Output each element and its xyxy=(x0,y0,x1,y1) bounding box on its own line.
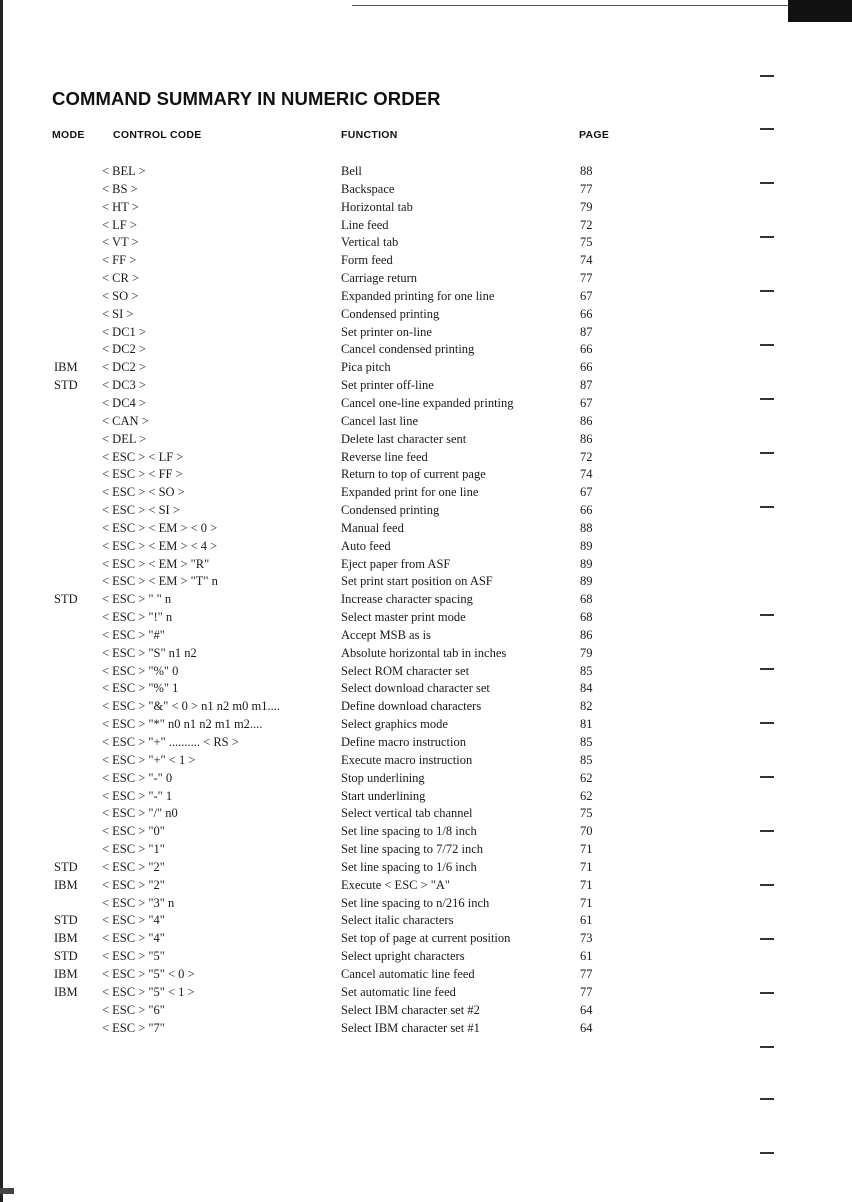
page-cell: 89 xyxy=(580,538,593,553)
margin-tick xyxy=(760,1098,774,1100)
mode-cell: STD xyxy=(54,949,78,964)
function-cell: Auto feed xyxy=(341,538,391,553)
column-header-function: FUNCTION xyxy=(341,129,398,141)
page-cell: 77 xyxy=(580,966,593,981)
function-cell: Start underlining xyxy=(341,788,426,803)
function-cell: Set line spacing to 1/8 inch xyxy=(341,824,477,839)
page-cell: 61 xyxy=(580,949,593,964)
function-cell: Expanded print for one line xyxy=(341,485,479,500)
table-row xyxy=(0,948,852,966)
function-cell: Form feed xyxy=(341,253,393,268)
table-row xyxy=(0,591,852,609)
page-cell: 67 xyxy=(580,485,593,500)
table-row xyxy=(0,984,852,1002)
function-cell: Expanded printing for one line xyxy=(341,288,495,303)
page-title: COMMAND SUMMARY IN NUMERIC ORDER xyxy=(52,88,441,109)
control-code-cell: < ESC > "%" 1 xyxy=(102,681,179,696)
mode-cell: IBM xyxy=(54,984,78,999)
function-cell: Delete last character sent xyxy=(341,431,467,446)
table-row xyxy=(0,573,852,591)
mode-cell: STD xyxy=(54,378,78,393)
table-row xyxy=(0,752,852,770)
page-cell: 89 xyxy=(580,556,593,571)
page-cell: 67 xyxy=(580,288,593,303)
page-cell: 66 xyxy=(580,306,593,321)
table-row xyxy=(0,788,852,806)
function-cell: Select graphics mode xyxy=(341,717,448,732)
control-code-cell: < BEL > xyxy=(102,164,146,178)
table-row xyxy=(0,556,852,574)
control-code-cell: < ESC > " " n xyxy=(102,592,172,607)
table-row xyxy=(0,234,852,252)
function-cell: Cancel one-line expanded printing xyxy=(341,395,514,410)
control-code-cell: < ESC > "#" xyxy=(102,627,165,642)
page-cell: 85 xyxy=(580,752,593,767)
function-cell: Set printer off-line xyxy=(341,378,434,393)
table-row xyxy=(0,805,852,823)
control-code-cell: < ESC > "2" xyxy=(102,877,165,892)
function-cell: Set top of page at current position xyxy=(341,931,511,946)
function-cell: Set line spacing to 1/6 inch xyxy=(341,859,477,874)
page-cell: 61 xyxy=(580,913,593,928)
table-row xyxy=(0,859,852,877)
function-cell: Select upright characters xyxy=(341,949,465,964)
function-cell: Absolute horizontal tab in inches xyxy=(341,645,507,660)
control-code-cell: < ESC > "-" 1 xyxy=(102,788,173,803)
table-row xyxy=(0,538,852,556)
scan-rule-top xyxy=(352,5,788,6)
function-cell: Set print start position on ASF xyxy=(341,574,493,589)
function-cell: Backspace xyxy=(341,181,395,196)
control-code-cell: < LF > xyxy=(102,217,137,232)
function-cell: Execute macro instruction xyxy=(341,752,473,767)
function-cell: Horizontal tab xyxy=(341,199,413,214)
page-cell: 62 xyxy=(580,770,593,785)
page-cell: 71 xyxy=(580,895,593,910)
page-cell: 79 xyxy=(580,645,593,660)
control-code-cell: < ESC > "7" xyxy=(102,1020,165,1035)
table-row xyxy=(0,698,852,716)
table-row xyxy=(0,449,852,467)
control-code-cell: < ESC > < SI > xyxy=(102,503,180,518)
control-code-cell: < ESC > "-" 0 xyxy=(102,770,173,785)
control-code-cell: < DC2 > xyxy=(102,342,146,357)
page-cell: 75 xyxy=(580,235,593,250)
control-code-cell: < CAN > xyxy=(102,413,149,428)
function-cell: Carriage return xyxy=(341,271,418,286)
control-code-cell: < ESC > "+" .......... < RS > xyxy=(102,735,239,749)
function-cell: Increase character spacing xyxy=(341,592,473,607)
table-row xyxy=(0,431,852,449)
table-row xyxy=(0,645,852,663)
page-cell: 67 xyxy=(580,395,593,410)
page-cell: 66 xyxy=(580,503,593,518)
table-row xyxy=(0,306,852,324)
page-cell: 71 xyxy=(580,859,593,874)
control-code-cell: < ESC > "%" 0 xyxy=(102,663,179,678)
control-code-cell: < ESC > < EM > < 4 > xyxy=(102,538,218,553)
page-cell: 77 xyxy=(580,181,593,196)
page-cell: 86 xyxy=(580,431,593,446)
function-cell: Reverse line feed xyxy=(341,449,428,464)
table-row xyxy=(0,966,852,984)
control-code-cell: < ESC > "5" < 1 > xyxy=(102,984,195,999)
page-cell: 82 xyxy=(580,699,593,714)
table-row xyxy=(0,770,852,788)
function-cell: Manual feed xyxy=(341,520,404,535)
control-code-cell: < ESC > "/" n0 xyxy=(102,806,178,821)
margin-tick xyxy=(760,1046,774,1048)
page-cell: 64 xyxy=(580,1002,593,1017)
page-cell: 77 xyxy=(580,984,593,999)
table-row xyxy=(0,823,852,841)
mode-cell: STD xyxy=(54,859,78,874)
table-row xyxy=(0,1020,852,1038)
control-code-cell: < CR > xyxy=(102,271,140,286)
page-cell: 84 xyxy=(580,681,593,696)
function-cell: Set line spacing to n/216 inch xyxy=(341,895,490,910)
table-row xyxy=(0,341,852,359)
table-row xyxy=(0,734,852,752)
table-row xyxy=(0,270,852,288)
mode-cell: IBM xyxy=(54,931,78,946)
control-code-cell: < ESC > < EM > "R" xyxy=(102,556,210,571)
page-cell: 79 xyxy=(580,199,593,214)
function-cell: Line feed xyxy=(341,217,389,232)
table-row xyxy=(0,895,852,913)
page-cell: 88 xyxy=(580,520,593,535)
page-cell: 86 xyxy=(580,627,593,642)
function-cell: Select IBM character set #1 xyxy=(341,1020,480,1035)
page-cell: 86 xyxy=(580,413,593,428)
page-cell: 72 xyxy=(580,449,593,464)
mode-cell: STD xyxy=(54,592,78,607)
control-code-cell: < ESC > "!" n xyxy=(102,610,173,625)
function-cell: Condensed printing xyxy=(341,503,440,518)
function-cell: Set printer on-line xyxy=(341,324,432,339)
table-row xyxy=(0,217,852,235)
column-header-page: PAGE xyxy=(579,129,610,141)
control-code-cell: < FF > xyxy=(102,253,137,268)
margin-tick xyxy=(760,128,774,130)
mode-cell: STD xyxy=(54,913,78,928)
control-code-cell: < ESC > "S" n1 n2 xyxy=(102,645,197,660)
function-cell: Eject paper from ASF xyxy=(341,556,451,571)
control-code-cell: < ESC > "5" < 0 > xyxy=(102,966,195,981)
page-cell: 71 xyxy=(580,877,593,892)
control-code-cell: < ESC > < EM > < 0 > xyxy=(102,520,218,535)
function-cell: Stop underlining xyxy=(341,770,425,785)
mode-cell: IBM xyxy=(54,360,78,375)
control-code-cell: < ESC > "*" n0 n1 n2 m1 m2.... xyxy=(102,717,263,732)
function-cell: Define download characters xyxy=(341,699,482,714)
control-code-cell: < BS > xyxy=(102,181,138,196)
table-row xyxy=(0,199,852,217)
function-cell: Cancel condensed printing xyxy=(341,342,475,357)
function-cell: Select master print mode xyxy=(341,610,466,625)
page-cell: 75 xyxy=(580,806,593,821)
control-code-cell: < ESC > < FF > xyxy=(102,467,183,482)
function-cell: Select ROM character set xyxy=(341,663,470,678)
table-row xyxy=(0,877,852,895)
page-cell: 64 xyxy=(580,1020,593,1035)
table-row xyxy=(0,288,852,306)
control-code-cell: < ESC > "5" xyxy=(102,949,165,964)
page-cell: 71 xyxy=(580,842,593,857)
table-row xyxy=(0,680,852,698)
control-code-cell: < ESC > "4" xyxy=(102,913,165,928)
function-cell: Define macro instruction xyxy=(341,735,466,749)
table-row xyxy=(0,520,852,538)
page-cell: 74 xyxy=(580,253,593,268)
control-code-cell: < ESC > "6" xyxy=(102,1002,165,1017)
control-code-cell: < DC3 > xyxy=(102,378,146,393)
table-row xyxy=(0,163,852,181)
page-cell: 89 xyxy=(580,574,593,589)
control-code-cell: < ESC > "4" xyxy=(102,931,165,946)
control-code-cell: < SI > xyxy=(102,306,134,321)
control-code-cell: < DC1 > xyxy=(102,324,146,339)
page-cell: 68 xyxy=(580,592,593,607)
table-row xyxy=(0,502,852,520)
table-row xyxy=(0,359,852,377)
page-cell: 68 xyxy=(580,610,593,625)
margin-tick xyxy=(760,75,774,77)
function-cell: Set line spacing to 7/72 inch xyxy=(341,842,483,857)
mode-cell: IBM xyxy=(54,966,78,981)
table-row xyxy=(0,395,852,413)
page-cell: 87 xyxy=(580,324,593,339)
function-cell: Cancel last line xyxy=(341,413,419,428)
function-cell: Bell xyxy=(341,164,362,178)
page-cell: 70 xyxy=(580,824,593,839)
page-cell: 85 xyxy=(580,663,593,678)
function-cell: Return to top of current page xyxy=(341,467,486,482)
mode-cell: IBM xyxy=(54,877,78,892)
page-cell: 88 xyxy=(580,164,593,178)
page-cell: 62 xyxy=(580,788,593,803)
page-cell: 74 xyxy=(580,467,593,482)
control-code-cell: < ESC > "+" < 1 > xyxy=(102,752,196,767)
table-row xyxy=(0,1002,852,1020)
page-cell: 87 xyxy=(580,378,593,393)
function-cell: Select vertical tab channel xyxy=(341,806,473,821)
table-row xyxy=(0,377,852,395)
function-cell: Cancel automatic line feed xyxy=(341,966,475,981)
scan-blot-bottom-left xyxy=(0,1188,14,1194)
control-code-cell: < DEL > xyxy=(102,431,147,446)
function-cell: Condensed printing xyxy=(341,306,440,321)
page-cell: 73 xyxy=(580,931,593,946)
function-cell: Select download character set xyxy=(341,681,490,696)
page-cell: 77 xyxy=(580,271,593,286)
page-cell: 85 xyxy=(580,735,593,749)
control-code-cell: < ESC > "3" n xyxy=(102,895,175,910)
control-code-cell: < ESC > < EM > "T" n xyxy=(102,574,218,589)
column-header-control-code: CONTROL CODE xyxy=(113,129,202,141)
page-cell: 66 xyxy=(580,360,593,375)
page-cell: 72 xyxy=(580,217,593,232)
table-row xyxy=(0,841,852,859)
column-header-mode: MODE xyxy=(52,129,85,141)
control-code-cell: < ESC > "1" xyxy=(102,842,165,857)
table-row xyxy=(0,663,852,681)
function-cell: Pica pitch xyxy=(341,360,391,375)
table-row xyxy=(0,413,852,431)
function-cell: Set automatic line feed xyxy=(341,984,456,999)
table-row xyxy=(0,252,852,270)
function-cell: Select IBM character set #2 xyxy=(341,1002,480,1017)
margin-tick xyxy=(760,1152,774,1154)
function-cell: Accept MSB as is xyxy=(341,627,431,642)
control-code-cell: < HT > xyxy=(102,199,139,214)
page-cell: 66 xyxy=(580,342,593,357)
control-code-cell: < DC2 > xyxy=(102,360,146,375)
control-code-cell: < ESC > "2" xyxy=(102,859,165,874)
table-row xyxy=(0,181,852,199)
control-code-cell: < VT > xyxy=(102,235,139,250)
table-row xyxy=(0,466,852,484)
function-cell: Select italic characters xyxy=(341,913,454,928)
page-cell: 81 xyxy=(580,717,593,732)
function-cell: Vertical tab xyxy=(341,235,399,250)
control-code-cell: < DC4 > xyxy=(102,395,146,410)
table-row xyxy=(0,930,852,948)
control-code-cell: < ESC > "0" xyxy=(102,824,165,839)
scan-edge-top-right xyxy=(788,0,852,22)
table-row xyxy=(0,324,852,342)
command-table xyxy=(0,163,852,1037)
control-code-cell: < ESC > < LF > xyxy=(102,449,184,464)
control-code-cell: < SO > xyxy=(102,288,139,303)
control-code-cell: < ESC > "&" < 0 > n1 n2 m0 m1.... xyxy=(102,699,280,714)
table-row xyxy=(0,609,852,627)
table-row xyxy=(0,627,852,645)
table-row xyxy=(0,716,852,734)
table-row xyxy=(0,484,852,502)
table-row xyxy=(0,912,852,930)
function-cell: Execute < ESC > "A" xyxy=(341,877,451,892)
control-code-cell: < ESC > < SO > xyxy=(102,485,185,500)
